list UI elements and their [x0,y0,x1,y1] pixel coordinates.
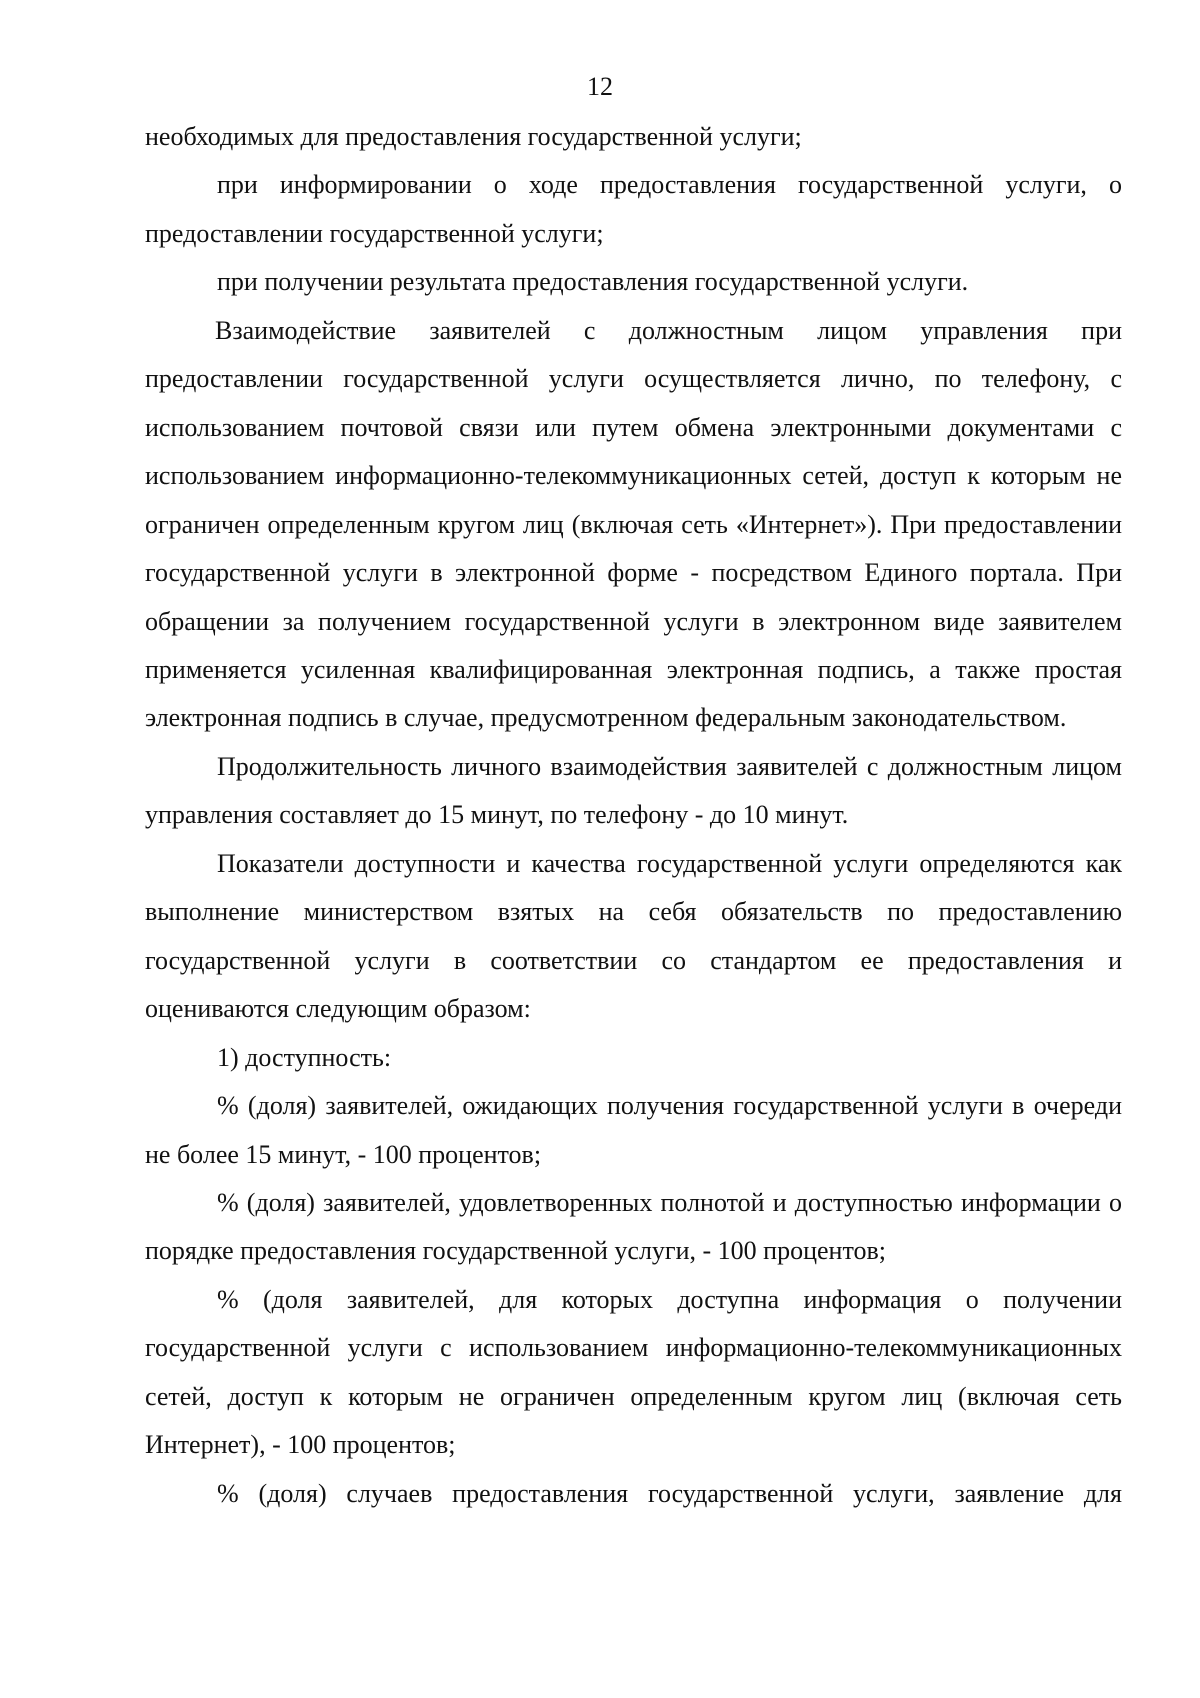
paragraph: Продолжительность личного взаимодействия заявителей с должностным лицом управления составляет до 15 минут, по телефону - до 10 минут. [145,751,1122,830]
paragraph: необходимых для предоставления государственной услуги; [145,122,802,151]
paragraph: % (доля заявителей, для которых доступна информация о получении государственной услуги с использованием информационно-телекоммуникационных сетей, доступ к которым не ограничен определенным кругом лиц (включая сеть Интернет), - 100 процентов; [145,1284,1122,1460]
paragraph: % (доля) случаев предоставления государственной услуги, заявление для [217,1478,1122,1508]
paragraph: при получении результата предоставления государственной услуги. [217,267,969,297]
paragraph: Взаимодействие заявителей с должностным лицом управления при предоставлении государственной услуги осуществляется лично, по телефону, с использованием почтовой связи или путем обмена электронными документами с использованием информационно-телекоммуникационных сетей, доступ к которым не ограничен определенным кругом лиц (включая сеть «Интернет»). При предоставлении государственной услуги в электронной форме - посредством Единого портала. При обращении за получением государственной услуги в электронном виде заявителем применяется усиленная квалифицированная электронная подпись, а также простая электронная подпись в случае, предусмотренном федеральным законодательством. [145,315,1122,733]
page-number: 12 [587,72,613,101]
document-body [145,113,1122,1518]
paragraph: Показатели доступности и качества государственной услуги определяются как выполнение министерством взятых на себя обязательств по предоставлению государственной услуги в соответствии со стандартом ее предоставления и оцениваются следующим образом: [145,848,1122,1024]
paragraph: % (доля) заявителей, удовлетворенных полнотой и доступностью информации о порядке предоставления государственной услуги, - 100 процентов; [145,1187,1122,1266]
paragraph: при информировании о ходе предоставления государственной услуги, о предоставлении государственной услуги; [145,170,1122,248]
paragraph: % (доля) заявителей, ожидающих получения государственной услуги в очереди не более 15 минут, - 100 процентов; [145,1091,1122,1169]
list-heading: 1) доступность: [217,1042,392,1072]
